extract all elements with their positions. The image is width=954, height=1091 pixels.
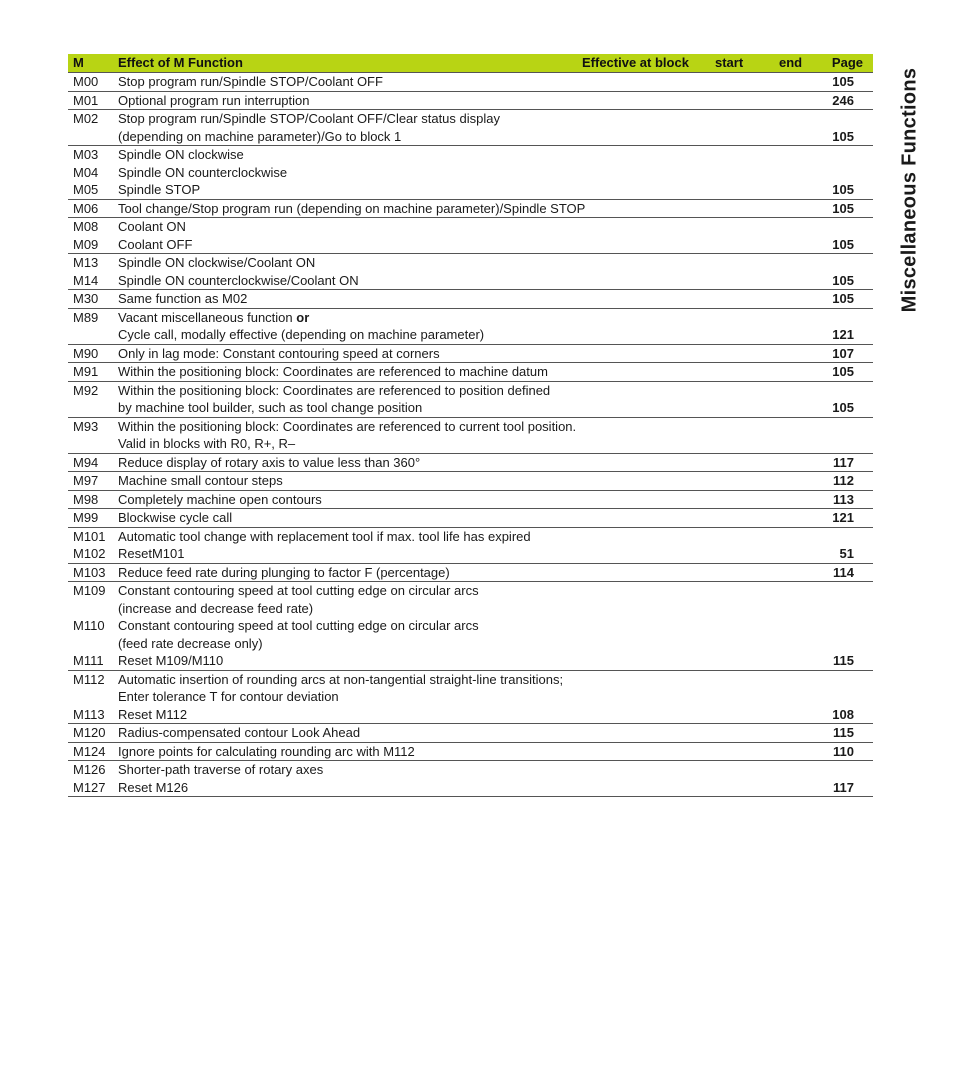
function-description [118,399,422,417]
row-line [68,617,873,635]
page-number: 108 [832,706,854,722]
page-number: 105 [832,74,854,89]
table-row [68,382,873,418]
page-number: 112 [833,473,854,488]
m-code: M101 [73,528,106,544]
description-text: Blockwise cycle call [118,510,233,525]
row-line [68,309,873,327]
description-text: Automatic insertion of rounding arcs at non-tangential straight-line transitions; [118,671,564,687]
table-row [68,254,873,290]
m-code: M113 [73,706,105,722]
function-description [118,779,188,797]
function-description [118,254,315,272]
table-header [68,54,873,73]
description-text: Cycle call, modally effective (depending on machine parameter) [118,327,485,342]
page-number: 117 [833,779,854,795]
function-description [118,272,359,290]
row-line [68,290,873,308]
function-description [118,236,192,254]
function-description [118,128,401,146]
function-description [118,545,184,563]
row-line [68,326,873,344]
m-code: M00 [73,74,99,89]
function-description [118,472,283,490]
function-description [118,181,200,199]
description-text: Ignore points for calculating rounding arc with M112 [118,743,415,759]
function-description [118,491,322,509]
description-text: Spindle ON counterclockwise [118,164,288,180]
row-line [68,724,873,742]
row-line [68,399,873,417]
description-text: Stop program run/Spindle STOP/Coolant OFF/Clear status display [118,111,500,126]
function-description [118,345,440,363]
function-description [118,110,500,128]
m-code: M103 [73,564,106,580]
function-description [118,724,360,742]
function-description [118,363,548,381]
description-text: Coolant ON [118,219,186,234]
table-row [68,582,873,671]
description-text: Valid in blocks with R0, R+, R– [118,436,296,451]
page-number: 51 [839,546,854,561]
row-line [68,528,873,546]
function-description [118,290,247,308]
description-text: Coolant OFF [118,236,193,252]
table-row [68,509,873,528]
table-row [68,491,873,510]
function-description [118,652,223,670]
table-row [68,146,873,200]
m-code: M110 [73,618,105,633]
m-code: M93 [73,418,99,434]
description-text: Vacant miscellaneous function [118,309,293,325]
m-code: M97 [73,473,99,488]
description-text: Reset M109/M110 [118,653,224,668]
table-row [68,564,873,583]
row-line [68,600,873,618]
row-line [68,418,873,436]
m-code: M09 [73,236,99,252]
m-code: M124 [73,743,106,759]
row-line [68,652,873,670]
page-number: 110 [833,743,854,759]
function-description [118,688,339,706]
description-text: ResetM101 [118,546,185,561]
table-row [68,110,873,146]
m-code: M109 [73,583,106,598]
description-text: Tool change/Stop program run (depending on machine parameter)/Spindle STOP [118,200,586,216]
description-text: Constant contouring speed at tool cutting edge on circular arcs [118,618,479,633]
m-code: M04 [73,164,99,180]
row-line [68,181,873,199]
table-row [68,345,873,364]
page-number: 246 [832,92,854,108]
row-line [68,779,873,797]
page-number: 117 [833,454,854,470]
page-number: 115 [833,725,854,740]
m-code: M89 [73,309,99,325]
description-text: by machine tool builder, such as tool change position [118,400,423,415]
m-code: M90 [73,345,99,361]
m-code: M30 [73,291,99,306]
table-row [68,454,873,473]
m-code: M05 [73,182,99,197]
row-line [68,454,873,472]
function-description [118,600,313,618]
description-text: (increase and decrease feed rate) [118,600,314,616]
function-description [118,218,186,236]
description-text: Reduce feed rate during plunging to factor F (percentage) [118,564,450,580]
table-row [68,528,873,564]
table-row [68,724,873,743]
row-line [68,110,873,128]
function-description [118,528,531,546]
row-line [68,635,873,653]
page-number: 105 [832,400,854,415]
header-page: Page [831,55,863,70]
row-line [68,743,873,761]
function-description [118,671,563,689]
row-line [68,472,873,490]
row-line [68,582,873,600]
page-number: 113 [833,491,854,507]
m-code: M98 [73,491,99,507]
function-description [118,454,420,472]
m-code: M13 [73,255,99,270]
row-line [68,164,873,182]
m-code: M06 [73,200,99,216]
description-text: Optional program run interruption [118,92,310,108]
description-text: Reset M112 [118,706,188,722]
table-row [68,218,873,254]
table-row [68,309,873,345]
m-code: M92 [73,382,99,398]
m-code: M111 [73,653,104,668]
header-effective-at-block: Effective at block [582,55,689,70]
row-line [68,200,873,218]
page-number: 121 [832,510,854,525]
row-line [68,73,873,91]
function-description [118,706,187,724]
row-line [68,706,873,724]
function-description [118,743,415,761]
m-code: M102 [73,546,106,561]
row-line [68,671,873,689]
page-number: 105 [832,182,854,197]
description-text: Reduce display of rotary axis to value less than 360° [118,454,421,470]
row-line [68,254,873,272]
function-description [118,617,479,635]
row-line [68,128,873,146]
table-row [68,200,873,219]
function-description [118,582,479,600]
page-number: 105 [832,200,854,216]
function-description [118,326,484,344]
page-number: 114 [833,564,854,580]
row-line [68,218,873,236]
description-text: Within the positioning block: Coordinates are referenced to machine datum [118,364,548,379]
description-text: Spindle ON counterclockwise/Coolant ON [118,272,359,288]
header-start: start [715,55,744,70]
header-end: end [779,55,803,70]
page-number: 105 [832,364,854,379]
m-code: M127 [73,779,106,795]
row-line [68,92,873,110]
description-text: Radius-compensated contour Look Ahead [118,725,361,740]
function-description [118,435,295,453]
description-text: Spindle STOP [118,182,201,197]
emphasis-text: or [296,309,310,325]
page-number: 107 [832,345,854,361]
row-line [68,545,873,563]
description-text: Automatic tool change with replacement tool if max. tool life has expired [118,528,531,544]
row-line [68,761,873,779]
row-line [68,345,873,363]
row-line [68,688,873,706]
header-m: M [73,55,84,70]
page-number: 105 [832,128,854,144]
function-description [118,309,309,327]
description-text: Same function as M02 [118,291,248,306]
row-line [68,491,873,509]
page-number: 105 [832,291,854,306]
description-text: (feed rate decrease only) [118,635,263,651]
m-code: M03 [73,147,99,162]
m-code: M120 [73,725,106,740]
description-text: Reset M126 [118,779,189,795]
description-text: Stop program run/Spindle STOP/Coolant OFF [118,74,383,89]
description-text: Completely machine open contours [118,491,322,507]
row-line [68,272,873,290]
m-code: M99 [73,510,99,525]
description-text: Constant contouring speed at tool cutting edge on circular arcs [118,583,479,598]
table-row [68,761,873,797]
row-line [68,363,873,381]
description-text: Only in lag mode: Constant contouring speed at corners [118,345,440,361]
description-text: Shorter-path traverse of rotary axes [118,762,324,777]
table-body [68,73,873,797]
row-line [68,146,873,164]
description-text: Within the positioning block: Coordinates are referenced to current tool position. [118,418,577,434]
m-code: M02 [73,111,99,126]
row-line [68,236,873,254]
description-text: Spindle ON clockwise/Coolant ON [118,255,316,270]
page-number: 105 [832,272,854,288]
function-description [118,418,576,436]
table-row [68,92,873,111]
function-description [118,73,383,91]
description-text: Spindle ON clockwise [118,147,244,162]
function-description [118,382,550,400]
function-description [118,164,287,182]
m-code: M94 [73,454,99,470]
row-line [68,435,873,453]
function-description [118,635,263,653]
description-text: Machine small contour steps [118,473,283,488]
page-number: 121 [832,327,854,342]
m-code: M01 [73,92,99,108]
row-line [68,564,873,582]
function-description [118,146,244,164]
table-row [68,671,873,725]
m-code: M126 [73,762,106,777]
table-row [68,743,873,762]
row-line [68,509,873,527]
m-function-table [68,54,873,797]
function-description [118,564,450,582]
m-code: M08 [73,219,99,234]
page-number: 105 [832,236,854,252]
section-title: Miscellaneous Functions [898,67,921,313]
description-text: (depending on machine parameter)/Go to block 1 [118,128,402,144]
function-description [118,92,310,110]
header-effect: Effect of M Function [118,55,243,70]
m-code: M91 [73,364,99,379]
function-description [118,509,232,527]
table-row [68,472,873,491]
function-description [118,200,585,218]
page-number: 115 [833,653,854,668]
table-row [68,290,873,309]
description-text: Enter tolerance T for contour deviation [118,689,339,704]
m-code: M14 [73,272,99,288]
table-row [68,418,873,454]
row-line [68,382,873,400]
table-row [68,363,873,382]
m-code: M112 [73,671,105,687]
description-text: Within the positioning block: Coordinates are referenced to position defined [118,382,551,398]
function-description [118,761,323,779]
table-row [68,73,873,92]
